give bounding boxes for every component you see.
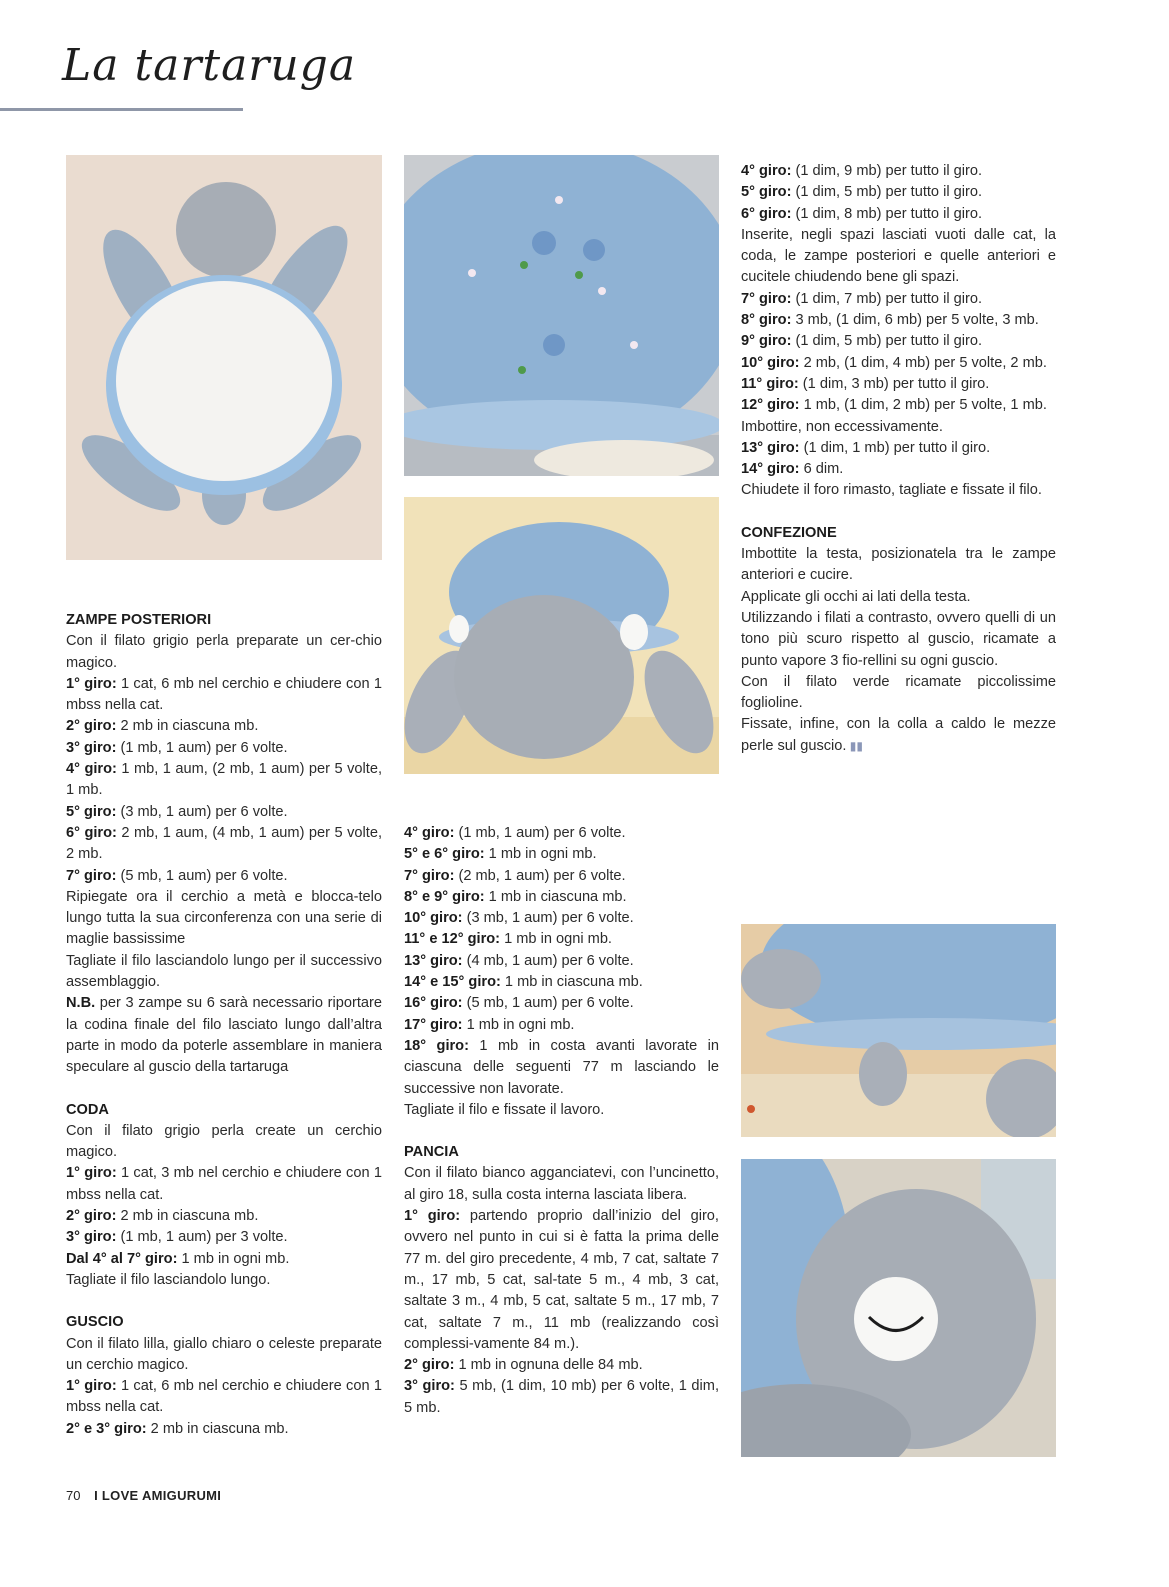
instruction-line [741,161,1056,182]
round-label: 18° giro: [404,1037,469,1054]
instruction-line [404,1206,719,1355]
instruction-line [404,887,719,908]
instruction-line [741,480,1056,501]
instruction-text: (1 dim, 9 mb) per tutto il giro. [791,163,983,179]
instruction-text: 1 mb in ciascuna mb. [484,888,627,905]
instruction-text: 1 mb in ognuna delle 84 mb. [454,1357,643,1374]
round-label: 14° giro: [741,461,800,478]
instruction-text: Con il filato bianco agganciatevi, con l’uncinetto, al giro 18, sulla costa interna lasciata libera. [404,1165,719,1203]
instruction-line [404,1355,719,1376]
section-heading: CODA [66,1101,109,1118]
instruction-text: 1 mb in costa avanti lavorate in ciascuna delle seguenti 77 m lasciando le successive non lavorate. [404,1037,720,1097]
instruction-line [404,866,719,887]
instruction-line [741,225,1056,289]
instruction-line [741,182,1056,203]
text-column-2 [404,823,719,1419]
instruction-text: Imbottire, non eccessivamente. [741,418,943,435]
instruction-text: 1 cat, 3 mb nel cerchio e chiudere con 1 mbss nella cat. [66,1165,382,1203]
instruction-line [66,1334,382,1377]
round-label: 10° giro: [741,354,800,371]
instruction-line [404,993,719,1014]
round-label: 16° giro: [404,995,463,1012]
instruction-line [741,459,1056,480]
instruction-text: 3 mb, (1 dim, 6 mb) per 5 volte, 3 mb. [791,312,1039,329]
instruction-line [404,1100,719,1121]
shell-embroidery-photo-icon [404,155,719,476]
instruction-text: (5 mb, 1 aum) per 6 volte. [462,995,634,1012]
round-label: 1° giro: [404,1208,461,1225]
round-label: 2° giro: [66,718,117,735]
instruction-text: Fissate, infine, con la colla a caldo le mezze perle sul guscio. [741,716,1056,754]
round-label: 7° giro: [66,867,117,884]
page-number: 70 [66,1488,81,1503]
instruction-line [66,1249,382,1270]
round-label: 8° e 9° giro: [404,888,485,905]
instruction-line [404,1015,719,1036]
instruction-line [66,823,382,866]
instruction-text: partendo proprio dall’inizio del giro, ovvero nel punto in cui si è fatta la prima delle 77 m. del giro precedente, 4 mb, 7 cat, saltate 7 m., 17 mb, 5 cat, sal-tate 5 m., 4 mb, 3 cat, saltate 3 m., 4 mb, 5 cat, saltate 5 m., 17 mb, 7 cat, saltate 7 m., 11 mb (realizzando così complessi-vamente 84 m.). [404,1208,719,1352]
round-label: N.B. [66,995,96,1012]
instruction-text: 2 mb in ciascuna mb. [116,718,259,735]
instruction-line [66,716,382,737]
instruction-text: 2 mb in ciascuna mb. [116,1208,259,1225]
page-footer [66,1488,221,1503]
round-label: 3° giro: [404,1378,455,1395]
instruction-text: Tagliate il filo lasciandolo lungo per il successivo assemblaggio. [66,952,382,991]
round-label: 3° giro: [66,1229,117,1246]
instruction-text: (1 dim, 3 mb) per tutto il giro. [798,375,990,392]
title-underline [0,108,243,111]
round-label: 14° e 15° giro: [404,974,501,991]
round-label: 3° giro: [66,739,117,756]
instruction-text: (3 mb, 1 aum) per 6 volte. [462,910,634,927]
round-label: 2° e 3° giro: [66,1420,147,1437]
round-label: 2° giro: [404,1357,455,1374]
instruction-text: (1 dim, 5 mb) per tutto il giro. [791,184,983,201]
paragraph-spacer [741,502,1056,523]
instruction-line [66,1376,382,1419]
instruction-line [66,1270,382,1291]
instruction-text: Applicate gli occhi ai lati della testa. [741,588,971,605]
instruction-text: (1 mb, 1 aum) per 3 volte. [116,1229,288,1246]
instruction-line [66,759,382,802]
turtle-head-photo-icon [404,497,719,774]
round-label: 10° giro: [404,910,463,927]
instruction-line [404,844,719,865]
instruction-text: (1 mb, 1 aum) per 6 volte. [116,739,288,756]
instruction-line [741,310,1056,331]
shell-edge-photo-icon [741,924,1056,1137]
round-label: 7° giro: [404,867,455,884]
instruction-text: Con il filato verde ricamate piccolissime foglioline. [741,673,1056,712]
turtle-eye-photo-icon [741,1159,1056,1457]
instruction-line [66,1227,382,1248]
instruction-line [741,608,1056,672]
page-title: La tartaruga [62,40,357,91]
photo-turtle-head-side [404,497,719,774]
instruction-text: Con il filato lilla, giallo chiaro o celeste preparate un cerchio magico. [66,1335,382,1373]
photo-shell-embroidery [404,155,719,476]
instruction-line [66,631,382,674]
instruction-line [66,887,382,951]
instruction-text: Tagliate il filo e fissate il lavoro. [404,1101,605,1118]
round-label: 7° giro: [741,290,792,307]
round-label: 12° giro: [741,397,800,414]
photo-turtle-underside [66,155,382,560]
instruction-text: (1 dim, 8 mb) per tutto il giro. [791,205,983,222]
instruction-text: 1 mb in ciascuna mb. [500,974,643,991]
section-heading: PANCIA [404,1144,459,1161]
instruction-text: Con il filato grigio perla create un cerchio magico. [66,1122,382,1161]
instruction-text: 1 cat, 6 mb nel cerchio e chiudere con 1 mbss nella cat. [66,675,382,714]
magazine-name: I LOVE AMIGURUMI [94,1488,222,1503]
instruction-line [404,1163,719,1206]
instruction-line [741,417,1056,438]
photo-shell-edge-leg [741,924,1056,1137]
instruction-line [404,908,719,929]
section-heading: CONFEZIONE [741,524,837,541]
round-label: 5° giro: [66,803,117,820]
round-label: 4° giro: [404,825,455,841]
paragraph-spacer [404,1121,719,1142]
instruction-line [741,438,1056,459]
instruction-line [404,1036,719,1100]
round-label: 13° giro: [741,439,800,456]
instruction-line [404,972,719,993]
instruction-text: 1 mb in ogni mb. [462,1016,575,1033]
text-column-3 [741,161,1056,757]
turtle-underside-photo-icon [66,155,382,560]
instruction-text: Inserite, negli spazi lasciati vuoti dalle cat, la coda, le zampe posteriori e quelle anteriori e cucitele chiudendo bene gli spazi. [741,226,1056,286]
section-heading: GUSCIO [66,1314,124,1331]
text-column-1 [66,610,382,1440]
instruction-line [66,1163,382,1206]
instruction-text: (1 dim, 5 mb) per tutto il giro. [791,333,983,350]
instruction-line [741,353,1056,374]
round-label: 6° giro: [66,824,117,841]
instruction-text: (1 mb, 1 aum) per 6 volte. [454,825,626,841]
round-label: 1° giro: [66,1378,117,1395]
round-label: 11° giro: [741,375,799,392]
instruction-line [66,1419,382,1440]
instruction-line [741,289,1056,310]
round-label: 6° giro: [741,205,792,222]
instruction-text: 2 mb in ciascuna mb. [146,1420,289,1437]
end-of-article-icon: ▮▮ [846,738,864,753]
round-label: 2° giro: [66,1208,117,1225]
instruction-text: 1 mb in ogni mb. [500,931,612,948]
instruction-text: 1 mb, 1 aum, (2 mb, 1 aum) per 5 volte, 1 mb. [66,761,382,799]
instruction-text: (1 dim, 7 mb) per tutto il giro. [791,290,983,307]
instruction-line [66,951,382,994]
instruction-text: 1 mb in ogni mb. [177,1250,290,1267]
round-label: 1° giro: [66,1165,117,1182]
photo-turtle-eye-closeup [741,1159,1056,1457]
instruction-text: Imbottite la testa, posizionatela tra le zampe anteriori e cucire. [741,546,1056,584]
instruction-text: (5 mb, 1 aum) per 6 volte. [116,867,288,884]
paragraph-spacer [66,1079,382,1100]
instruction-line [66,738,382,759]
instruction-line [66,866,382,887]
instruction-line [741,714,1056,757]
instruction-line [66,1121,382,1164]
round-label: Dal 4° al 7° giro: [66,1250,178,1267]
instruction-text: 1 mb in ogni mb. [484,846,597,863]
instruction-line [66,993,382,1078]
instruction-text: Ripiegate ora il cerchio a metà e blocca-telo lungo tutta la sua circonferenza con una serie di maglie bassissime [66,888,382,948]
round-label: 13° giro: [404,952,463,969]
round-label: 4° giro: [741,163,792,179]
instruction-text: 1 cat, 6 mb nel cerchio e chiudere con 1 mbss nella cat. [66,1378,382,1416]
instruction-text: (2 mb, 1 aum) per 6 volte. [454,867,626,884]
instruction-line [404,823,719,844]
round-label: 17° giro: [404,1016,463,1033]
round-label: 5° e 6° giro: [404,846,485,863]
instruction-line [404,1376,719,1419]
instruction-text: Con il filato grigio perla preparate un cer-chio magico. [66,633,382,671]
round-label: 4° giro: [66,761,117,778]
instruction-line [404,951,719,972]
instruction-text: (4 mb, 1 aum) per 6 volte. [462,952,634,969]
instruction-text: (1 dim, 1 mb) per tutto il giro. [799,439,991,456]
instruction-line [66,674,382,717]
instruction-text: per 3 zampe su 6 sarà necessario riportare la codina finale del filo lasciato lungo dall’altra parte in modo da poterle assemblare in maniera speculare al guscio della tartaruga [66,995,382,1076]
instruction-line [741,204,1056,225]
instruction-text: 2 mb, 1 aum, (4 mb, 1 aum) per 5 volte, 2 mb. [66,824,382,863]
instruction-text: Tagliate il filo lasciandolo lungo. [66,1271,271,1288]
instruction-line [741,395,1056,416]
instruction-text: 1 mb, (1 dim, 2 mb) per 5 volte, 1 mb. [799,397,1047,414]
instruction-line [66,1206,382,1227]
instruction-line [741,587,1056,608]
paragraph-spacer [66,1291,382,1312]
instruction-text: (3 mb, 1 aum) per 6 volte. [116,803,288,820]
instruction-text: 2 mb, (1 dim, 4 mb) per 5 volte, 2 mb. [799,354,1047,371]
section-heading: ZAMPE POSTERIORI [66,612,212,628]
round-label: 5° giro: [741,184,792,201]
instruction-line [741,672,1056,715]
instruction-line [741,544,1056,587]
instruction-text: Chiudete il foro rimasto, tagliate e fissate il filo. [741,482,1042,499]
round-label: 1° giro: [66,675,117,692]
instruction-line [404,929,719,950]
round-label: 11° e 12° giro: [404,931,501,948]
instruction-text: Utilizzando i filati a contrasto, ovvero quelli di un tono più scuro rispetto al guscio, ricamate a punto vapore 3 fio-rellini su ogni guscio. [741,609,1056,669]
instruction-text: 5 mb, (1 dim, 10 mb) per 6 volte, 1 dim, 5 mb. [404,1378,719,1416]
instruction-text: 6 dim. [799,461,844,478]
instruction-line [66,802,382,823]
round-label: 8° giro: [741,312,792,329]
instruction-line [741,331,1056,352]
instruction-line [741,374,1056,395]
round-label: 9° giro: [741,333,792,350]
